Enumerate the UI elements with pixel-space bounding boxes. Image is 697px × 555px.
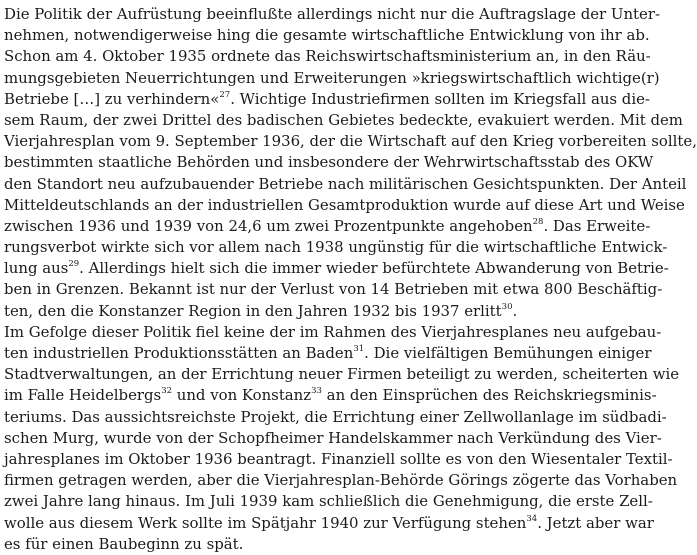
text-line bbox=[4, 364, 680, 385]
text-segment: schen Murg, wurde von der Schopfheimer Handelskammer nach Verkündung des Vier- bbox=[4, 428, 662, 447]
text-segment: nehmen, notwendigerweise hing die gesamte wirtschaftliche Entwicklung von ihr ab. bbox=[4, 26, 650, 45]
text-line bbox=[4, 385, 657, 406]
footnote-reference: 30 bbox=[501, 301, 513, 312]
text-line bbox=[4, 46, 651, 67]
text-segment: . Wichtige Industriefirmen sollten im Kriegsfall aus die- bbox=[230, 89, 650, 108]
text-line bbox=[4, 407, 667, 428]
text-segment: . bbox=[512, 301, 518, 320]
text-line bbox=[4, 68, 660, 89]
text-line bbox=[4, 4, 660, 25]
text-segment: zwischen 1936 und 1939 von 24,6 um zwei Prozentpunkte angehoben bbox=[4, 216, 533, 235]
text-line bbox=[4, 216, 651, 237]
text-line bbox=[4, 237, 668, 258]
text-line bbox=[4, 195, 685, 216]
text-segment: Im Gefolge dieser Politik fiel keine der im Rahmen des Vierjahresplanes neu aufgebau- bbox=[4, 322, 662, 341]
footnote-reference: 28 bbox=[532, 216, 544, 227]
text-segment: an den Einsprüchen des Reichskriegsminis- bbox=[321, 386, 657, 405]
text-segment: den Standort neu aufzubauender Betriebe nach militärischen Gesichtspunkten. Der Anteil bbox=[4, 174, 687, 193]
text-segment: Stadtverwaltungen, an der Errichtung neuer Firmen beteiligt zu werden, scheiterten wie bbox=[4, 365, 680, 384]
text-segment: Betriebe […] zu verhindern« bbox=[4, 89, 220, 108]
text-segment: wolle aus diesem Werk sollte im Spätjahr 1940 zur Verfügung stehen bbox=[4, 513, 527, 532]
text-line bbox=[4, 301, 596, 322]
text-segment: rungsverbot wirkte sich vor allem nach 1938 ungünstig für die wirtschaftliche Entwick- bbox=[4, 238, 668, 257]
text-segment: Vierjahresplan vom 9. September 1936, der die Wirtschaft auf den Krieg vorbereiten sollte, bbox=[4, 132, 697, 151]
text-line bbox=[4, 470, 678, 491]
footnote-reference: 34 bbox=[526, 513, 538, 524]
text-line bbox=[4, 449, 673, 470]
text-line bbox=[4, 343, 652, 364]
text-segment: . Das Erweite- bbox=[543, 216, 651, 235]
text-line bbox=[4, 131, 697, 152]
text-line bbox=[4, 322, 662, 343]
text-segment: ten industriellen Produktionsstätten an Baden bbox=[4, 344, 354, 362]
text-segment: ben in Grenzen. Bekannt ist nur der Verlust von 14 Betrieben mit etwa 800 Beschäftig- bbox=[4, 280, 663, 299]
text-line bbox=[4, 89, 650, 110]
text-segment: teriums. Das aussichtsreichste Projekt, die Errichtung einer Zellwollanlage im südbadi- bbox=[4, 407, 667, 426]
paragraph bbox=[4, 4, 697, 322]
text-segment: jahresplanes im Oktober 1936 beantragt. Finanziell sollte es von den Wiesentaler Textil- bbox=[4, 449, 673, 468]
text-line bbox=[4, 110, 683, 131]
text-line bbox=[4, 534, 596, 555]
body-text bbox=[4, 4, 697, 555]
text-segment: zwei Jahre lang hinaus. Im Juli 1939 kam schließlich die Genehmigung, die erste Zell- bbox=[4, 492, 653, 511]
text-segment: bestimmten staatliche Behörden und insbesondere der Wehrwirtschaftsstab des OKW bbox=[4, 153, 654, 172]
text-segment: . Allerdings hielt sich die immer wieder befürchtete Abwanderung von Betrie- bbox=[79, 259, 669, 278]
text-segment: im Falle Heidelbergs bbox=[4, 386, 162, 405]
text-line bbox=[4, 513, 654, 534]
text-line bbox=[4, 174, 687, 195]
footnote-reference: 32 bbox=[161, 386, 173, 397]
text-line bbox=[4, 279, 663, 300]
footnote-reference: 29 bbox=[68, 259, 80, 270]
text-segment: Schon am 4. Oktober 1935 ordnete das Reichswirtschaftsministerium an, in den Räu- bbox=[4, 47, 651, 66]
text-line bbox=[4, 491, 653, 512]
text-segment: Die Politik der Aufrüstung beeinflußte allerdings nicht nur die Auftragslage der Unter- bbox=[4, 5, 660, 23]
text-line bbox=[4, 428, 662, 449]
text-segment: . Jetzt aber war bbox=[537, 513, 654, 532]
text-line bbox=[4, 25, 650, 46]
text-line bbox=[4, 258, 669, 279]
text-segment: firmen getragen werden, aber die Vierjahresplan-Behörde Görings zögerte das Vorhaben bbox=[4, 471, 678, 490]
text-segment: sem Raum, der zwei Drittel des badischen Gebietes bedeckte, evakuiert werden. Mit dem bbox=[4, 110, 683, 129]
footnote-reference: 33 bbox=[311, 386, 322, 397]
text-segment: . Die vielfältigen Bemühungen einiger bbox=[364, 344, 652, 362]
text-segment: ten, den die Konstanzer Region in den Jahren 1932 bis 1937 erlitt bbox=[4, 301, 502, 320]
text-segment: es für einen Baubeginn zu spät. bbox=[4, 534, 244, 553]
text-segment: und von Konstanz bbox=[172, 386, 312, 405]
footnote-reference: 27 bbox=[219, 89, 231, 100]
text-segment: Mitteldeutschlands an der industriellen Gesamtproduktion wurde auf diese Art und Weise bbox=[4, 195, 685, 214]
text-segment: mungsgebieten Neuerrichtungen und Erweiterungen »kriegswirtschaftlich wichtige(r) bbox=[4, 68, 660, 87]
text-segment: lung aus bbox=[4, 259, 69, 278]
footnote-reference: 31 bbox=[353, 344, 365, 355]
paragraph bbox=[4, 322, 680, 555]
text-line bbox=[4, 152, 654, 173]
